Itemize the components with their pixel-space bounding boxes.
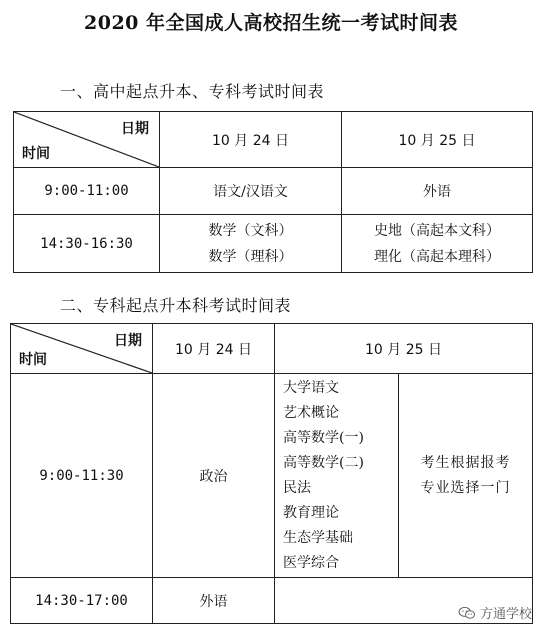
subject: 医学综合 [283,554,339,571]
time-cell: 9:00-11:30 [11,374,153,578]
note-line: 专业选择一门 [420,479,511,496]
note-line: 考生根据报考 [420,454,511,471]
subject: 生态学基础 [283,529,353,546]
section2-heading: 二、专科起点升本科考试时间表 [60,296,292,315]
subject: 外语 [423,184,451,200]
subject: 高等数学(二) [283,454,364,471]
wechat-icon [458,606,476,620]
date-header: 10 月 25 日 [275,324,533,374]
watermark [458,603,532,622]
subject-cell [160,215,342,273]
corner-date-label: 日期 [121,121,149,137]
date-header: 10 月 25 日 [342,112,533,168]
subject: 教育理论 [283,504,339,521]
time-cell: 9:00-11:00 [14,168,160,215]
note-cell [399,374,533,578]
date-header: 10 月 24 日 [160,112,342,168]
subject: 民法 [283,479,311,496]
table2-corner-cell [11,324,153,374]
subject: 数学（理科） [208,248,293,265]
subject-cell: 政治 [153,374,275,578]
subject: 大学语文 [283,379,339,396]
page-title: 2020 年全国成人高校招生统一考试时间表 [84,12,458,34]
subject: 史地（高起本文科） [374,222,500,239]
subject-list-cell [275,374,399,578]
subject-cell [160,168,342,215]
subject: 数学（文科） [208,222,293,239]
corner-date-label: 日期 [114,333,142,349]
watermark-text: 方通学校 [479,607,532,622]
table1-corner-cell [14,112,160,168]
corner-time-label: 时间 [22,146,50,162]
time-cell: 14:30-16:30 [14,215,160,273]
subject: 理化（高起本理科） [374,248,500,265]
time-cell: 14:30-17:00 [11,578,153,624]
subject-cell [342,168,533,215]
date-header: 10 月 24 日 [153,324,275,374]
subject-cell: 外语 [153,578,275,624]
corner-time-label: 时间 [19,352,47,368]
subject: 语文/汉语文 [213,184,288,200]
schedule-table-1 [13,111,533,273]
subject: 艺术概论 [283,404,339,421]
section1-heading: 一、高中起点升本、专科考试时间表 [60,82,325,101]
subject-cell [342,215,533,273]
subject: 高等数学(一) [283,429,364,446]
schedule-table-2 [10,323,533,624]
